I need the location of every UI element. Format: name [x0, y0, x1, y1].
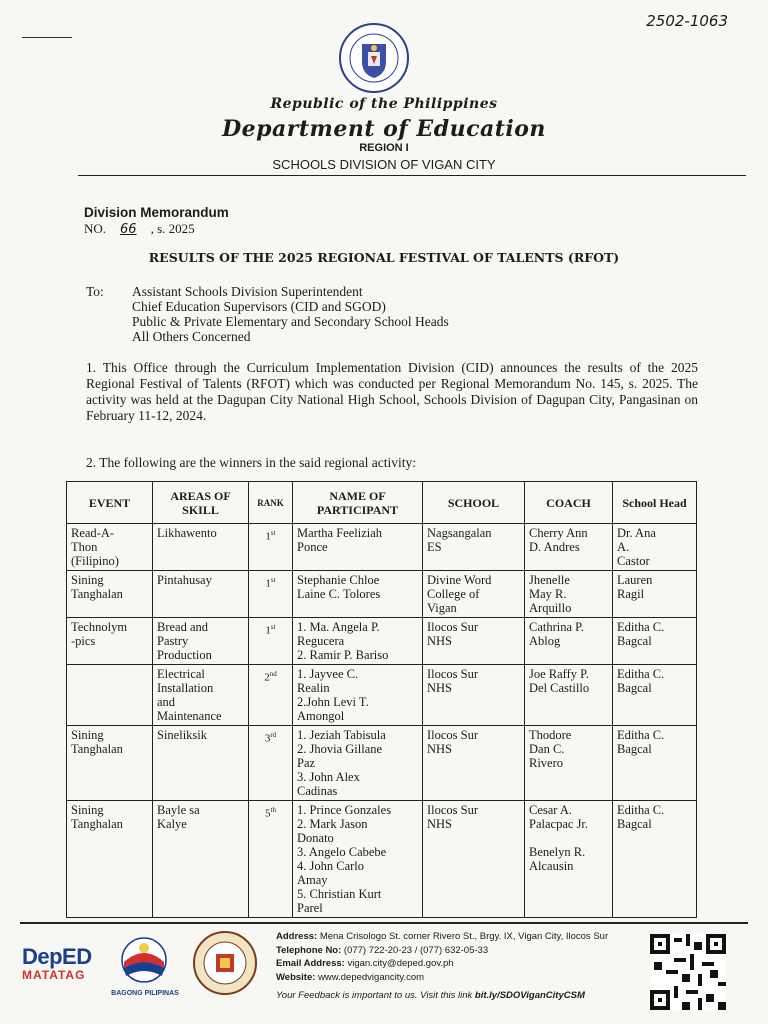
- cell-coach: Thodore Dan C. Rivero: [525, 726, 613, 801]
- cell-coach: Jhenelle May R. Arquillo: [525, 571, 613, 618]
- phone-value: (077) 722-20-23 / (077) 632-05-33: [343, 944, 489, 956]
- cell-school: Ilocos Sur NHS: [423, 665, 525, 726]
- to-label: To:: [86, 284, 104, 299]
- col-rank: RANK: [249, 482, 293, 524]
- recipient-list: [132, 284, 449, 344]
- contact-block: [276, 930, 608, 984]
- cell-rank: [249, 571, 293, 618]
- feedback-text: Your Feedback is important to us. Visit this link: [276, 990, 475, 1001]
- division-line: SCHOOLS DIVISION OF VIGAN CITY: [272, 157, 496, 172]
- feedback-link[interactable]: bit.ly/SDOViganCityCSM: [474, 990, 585, 1001]
- cell-event: Sining Tanghalan: [67, 726, 153, 801]
- cell-event: Sining Tanghalan: [67, 571, 153, 618]
- region-line: REGION I: [359, 142, 409, 154]
- rank-number: 3: [264, 732, 271, 745]
- cell-participant: Martha Feeliziah Ponce: [293, 524, 423, 571]
- cell-school: Divine Word College of Vigan: [423, 571, 525, 618]
- col-coach: COACH: [525, 482, 613, 524]
- rank-suffix: rd: [270, 731, 277, 739]
- rank-suffix: st: [270, 623, 276, 631]
- recipient-item: Public & Private Elementary and Secondary School Heads: [132, 314, 449, 329]
- rank-number: 5: [265, 807, 271, 820]
- cell-head: Editha C. Bagcal: [613, 801, 697, 918]
- memo-series: , s. 2025: [150, 221, 195, 236]
- cell-school: Nagsangalan ES: [423, 524, 525, 571]
- website-label: Website:: [276, 971, 316, 983]
- sdo-vigan-seal: [192, 930, 258, 996]
- phone-label: Telephone No:: [276, 944, 342, 956]
- matatag-label: MATATAG: [22, 968, 86, 982]
- address-line: [276, 930, 608, 944]
- feedback-line: [276, 990, 585, 1001]
- table-row: [67, 726, 697, 801]
- table-row: [67, 665, 697, 726]
- col-participant: NAME OF PARTICIPANT: [293, 482, 423, 524]
- cell-area: Likhawento: [153, 524, 249, 571]
- cell-rank: [249, 726, 293, 801]
- department-title: Department of Education: [222, 116, 546, 142]
- cell-head: Editha C. Bagcal: [613, 665, 697, 726]
- memo-subject: RESULTS OF THE 2025 REGIONAL FESTIVAL OF TALENTS (RFOT): [148, 250, 620, 265]
- memo-title: Division Memorandum: [84, 205, 229, 220]
- table-row: [67, 618, 697, 665]
- cell-area: Bayle sa Kalye: [153, 801, 249, 918]
- deped-matatag-logo: [22, 944, 92, 982]
- table-row: [67, 571, 697, 618]
- recipient-item: All Others Concerned: [132, 329, 251, 344]
- footer-divider: [20, 922, 748, 924]
- cell-area: Pintahusay: [153, 571, 249, 618]
- cell-area: Bread and Pastry Production: [153, 618, 249, 665]
- cell-rank: [249, 801, 293, 918]
- corner-mark: [22, 37, 72, 38]
- bagong-pilipinas-label: BAGONG PILIPINAS: [111, 990, 179, 997]
- cell-coach: Joe Raffy P. Del Castillo: [525, 665, 613, 726]
- email-line: [276, 957, 608, 971]
- address-label: Address:: [276, 931, 318, 942]
- cell-school: Ilocos Sur NHS: [423, 726, 525, 801]
- rank-number: 2: [264, 671, 270, 684]
- cell-event: Read-A- Thon (Filipino): [67, 524, 153, 571]
- memo-number: [84, 221, 195, 237]
- cell-rank: [249, 665, 293, 726]
- address-value: Mena Crisologo St. corner Rivero St., Brgy. IX, Vigan City, Ilocos Sur: [319, 931, 609, 942]
- cell-area: Sineliksik: [153, 726, 249, 801]
- cell-head: Editha C. Bagcal: [613, 726, 697, 801]
- recipient-item: Chief Education Supervisors (CID and SGOD): [132, 299, 386, 314]
- recipient-item: Assistant Schools Division Superintendent: [132, 284, 363, 299]
- cell-rank: [249, 618, 293, 665]
- cell-school: Ilocos Sur NHS: [423, 618, 525, 665]
- cell-coach: Cathrina P. Ablog: [525, 618, 613, 665]
- rank-suffix: st: [270, 576, 276, 584]
- cell-school: Ilocos Sur NHS: [423, 801, 525, 918]
- cell-head: Editha C. Bagcal: [613, 618, 697, 665]
- col-school: SCHOOL: [423, 482, 525, 524]
- rank-suffix: st: [270, 529, 276, 537]
- cell-coach: Cherry Ann D. Andres: [525, 524, 613, 571]
- cell-participant: 1. Prince Gonzales 2. Mark Jason Donato 3. Angelo Cabebe 4. John Carlo Amay 5. Christian Kurt Parel: [293, 801, 423, 918]
- col-area: AREAS OF SKILL: [153, 482, 249, 524]
- republic-line: Republic of the Philippines: [270, 96, 498, 112]
- rank-number: 1: [265, 530, 271, 543]
- cell-participant: Stephanie Chloe Laine C. Tolores: [293, 571, 423, 618]
- phone-line: [276, 944, 608, 958]
- memo-no-label: NO.: [84, 221, 107, 236]
- handwritten-number: 2502-1063: [646, 12, 728, 30]
- cell-coach: Cesar A. Palacpac Jr. Benelyn R. Alcausin: [525, 801, 613, 918]
- qr-code: [650, 934, 726, 1010]
- website-line: [276, 971, 608, 985]
- results-table: [66, 481, 697, 918]
- table-row: [67, 524, 697, 571]
- cell-participant: 1. Ma. Angela P. Regucera 2. Ramir P. Bariso: [293, 618, 423, 665]
- cell-area: Electrical Installation and Maintenance: [153, 665, 249, 726]
- header-divider: [78, 175, 746, 176]
- rank-suffix: th: [270, 806, 276, 814]
- rank-number: 1: [265, 577, 271, 590]
- cell-event: [67, 665, 153, 726]
- col-event: EVENT: [67, 482, 153, 524]
- table-row: [67, 801, 697, 918]
- website-value: www.depedvigancity.com: [318, 971, 425, 983]
- cell-participant: 1. Jayvee C. Realin 2.John Levi T. Amongol: [293, 665, 423, 726]
- paragraph-1: 1. This Office through the Curriculum Implementation Division (CID) announces the results of the 2025 Regional Festival of Talents (RFOT) which was conducted per Regional Memorandum No. 145, s. 2025. The activity was held at the Dagupan City National High School, Schools Division of Dagupan City, Pangasinan on February 11-12, 2024.: [86, 360, 698, 423]
- deped-brand: DepED: [22, 944, 92, 969]
- email-label: Email Address:: [276, 958, 345, 969]
- table-header-row: [67, 482, 697, 524]
- col-head: School Head: [613, 482, 697, 524]
- cell-event: Technolym -pics: [67, 618, 153, 665]
- rank-number: 1: [265, 624, 271, 637]
- cell-rank: [249, 524, 293, 571]
- cell-participant: 1. Jeziah Tabisula 2. Jhovia Gillane Paz 3. John Alex Cadinas: [293, 726, 423, 801]
- cell-head: Lauren Ragil: [613, 571, 697, 618]
- deped-seal: [338, 22, 410, 94]
- email-value: vigan.city@deped.gov.ph: [347, 958, 454, 969]
- memo-no-value: 66: [120, 222, 137, 237]
- cell-head: Dr. Ana A. Castor: [613, 524, 697, 571]
- rank-suffix: nd: [269, 670, 277, 678]
- cell-event: Sining Tanghalan: [67, 801, 153, 918]
- paragraph-2: 2. The following are the winners in the said regional activity:: [86, 455, 417, 470]
